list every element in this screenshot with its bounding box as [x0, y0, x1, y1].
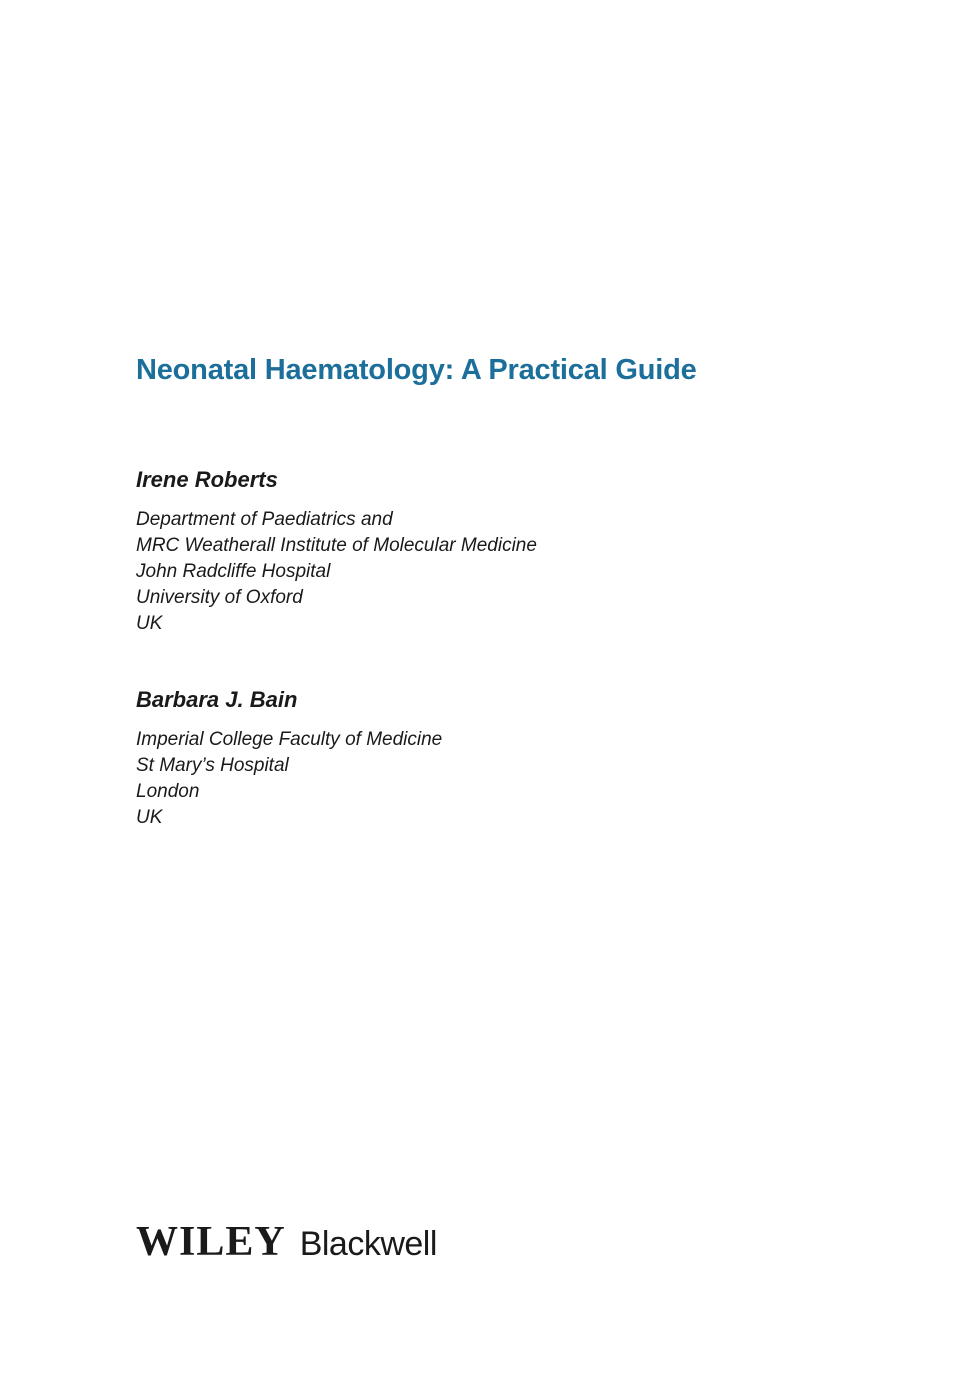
affiliation-line: UK	[136, 613, 163, 634]
affiliation-line: University of Oxford	[136, 587, 303, 608]
author-block	[136, 687, 442, 831]
affiliation-line: St Mary’s Hospital	[136, 755, 289, 776]
author-block	[136, 467, 537, 637]
affiliation-line: London	[136, 781, 200, 802]
affiliation-line: UK	[136, 807, 163, 828]
author-name: Irene Roberts	[136, 467, 278, 492]
affiliation-line: Imperial College Faculty of Medicine	[136, 729, 443, 750]
book-title: Neonatal Haematology: A Practical Guide	[136, 354, 697, 386]
author-name: Barbara J. Bain	[136, 687, 298, 712]
wiley-wordmark: WILEY	[136, 1219, 286, 1265]
affiliation-line: Department of Paediatrics and	[136, 509, 393, 530]
blackwell-wordmark: Blackwell	[299, 1225, 437, 1263]
affiliation-line: John Radcliffe Hospital	[136, 561, 331, 582]
publisher-logo	[136, 1218, 437, 1266]
affiliation-line: MRC Weatherall Institute of Molecular Medicine	[136, 535, 537, 556]
